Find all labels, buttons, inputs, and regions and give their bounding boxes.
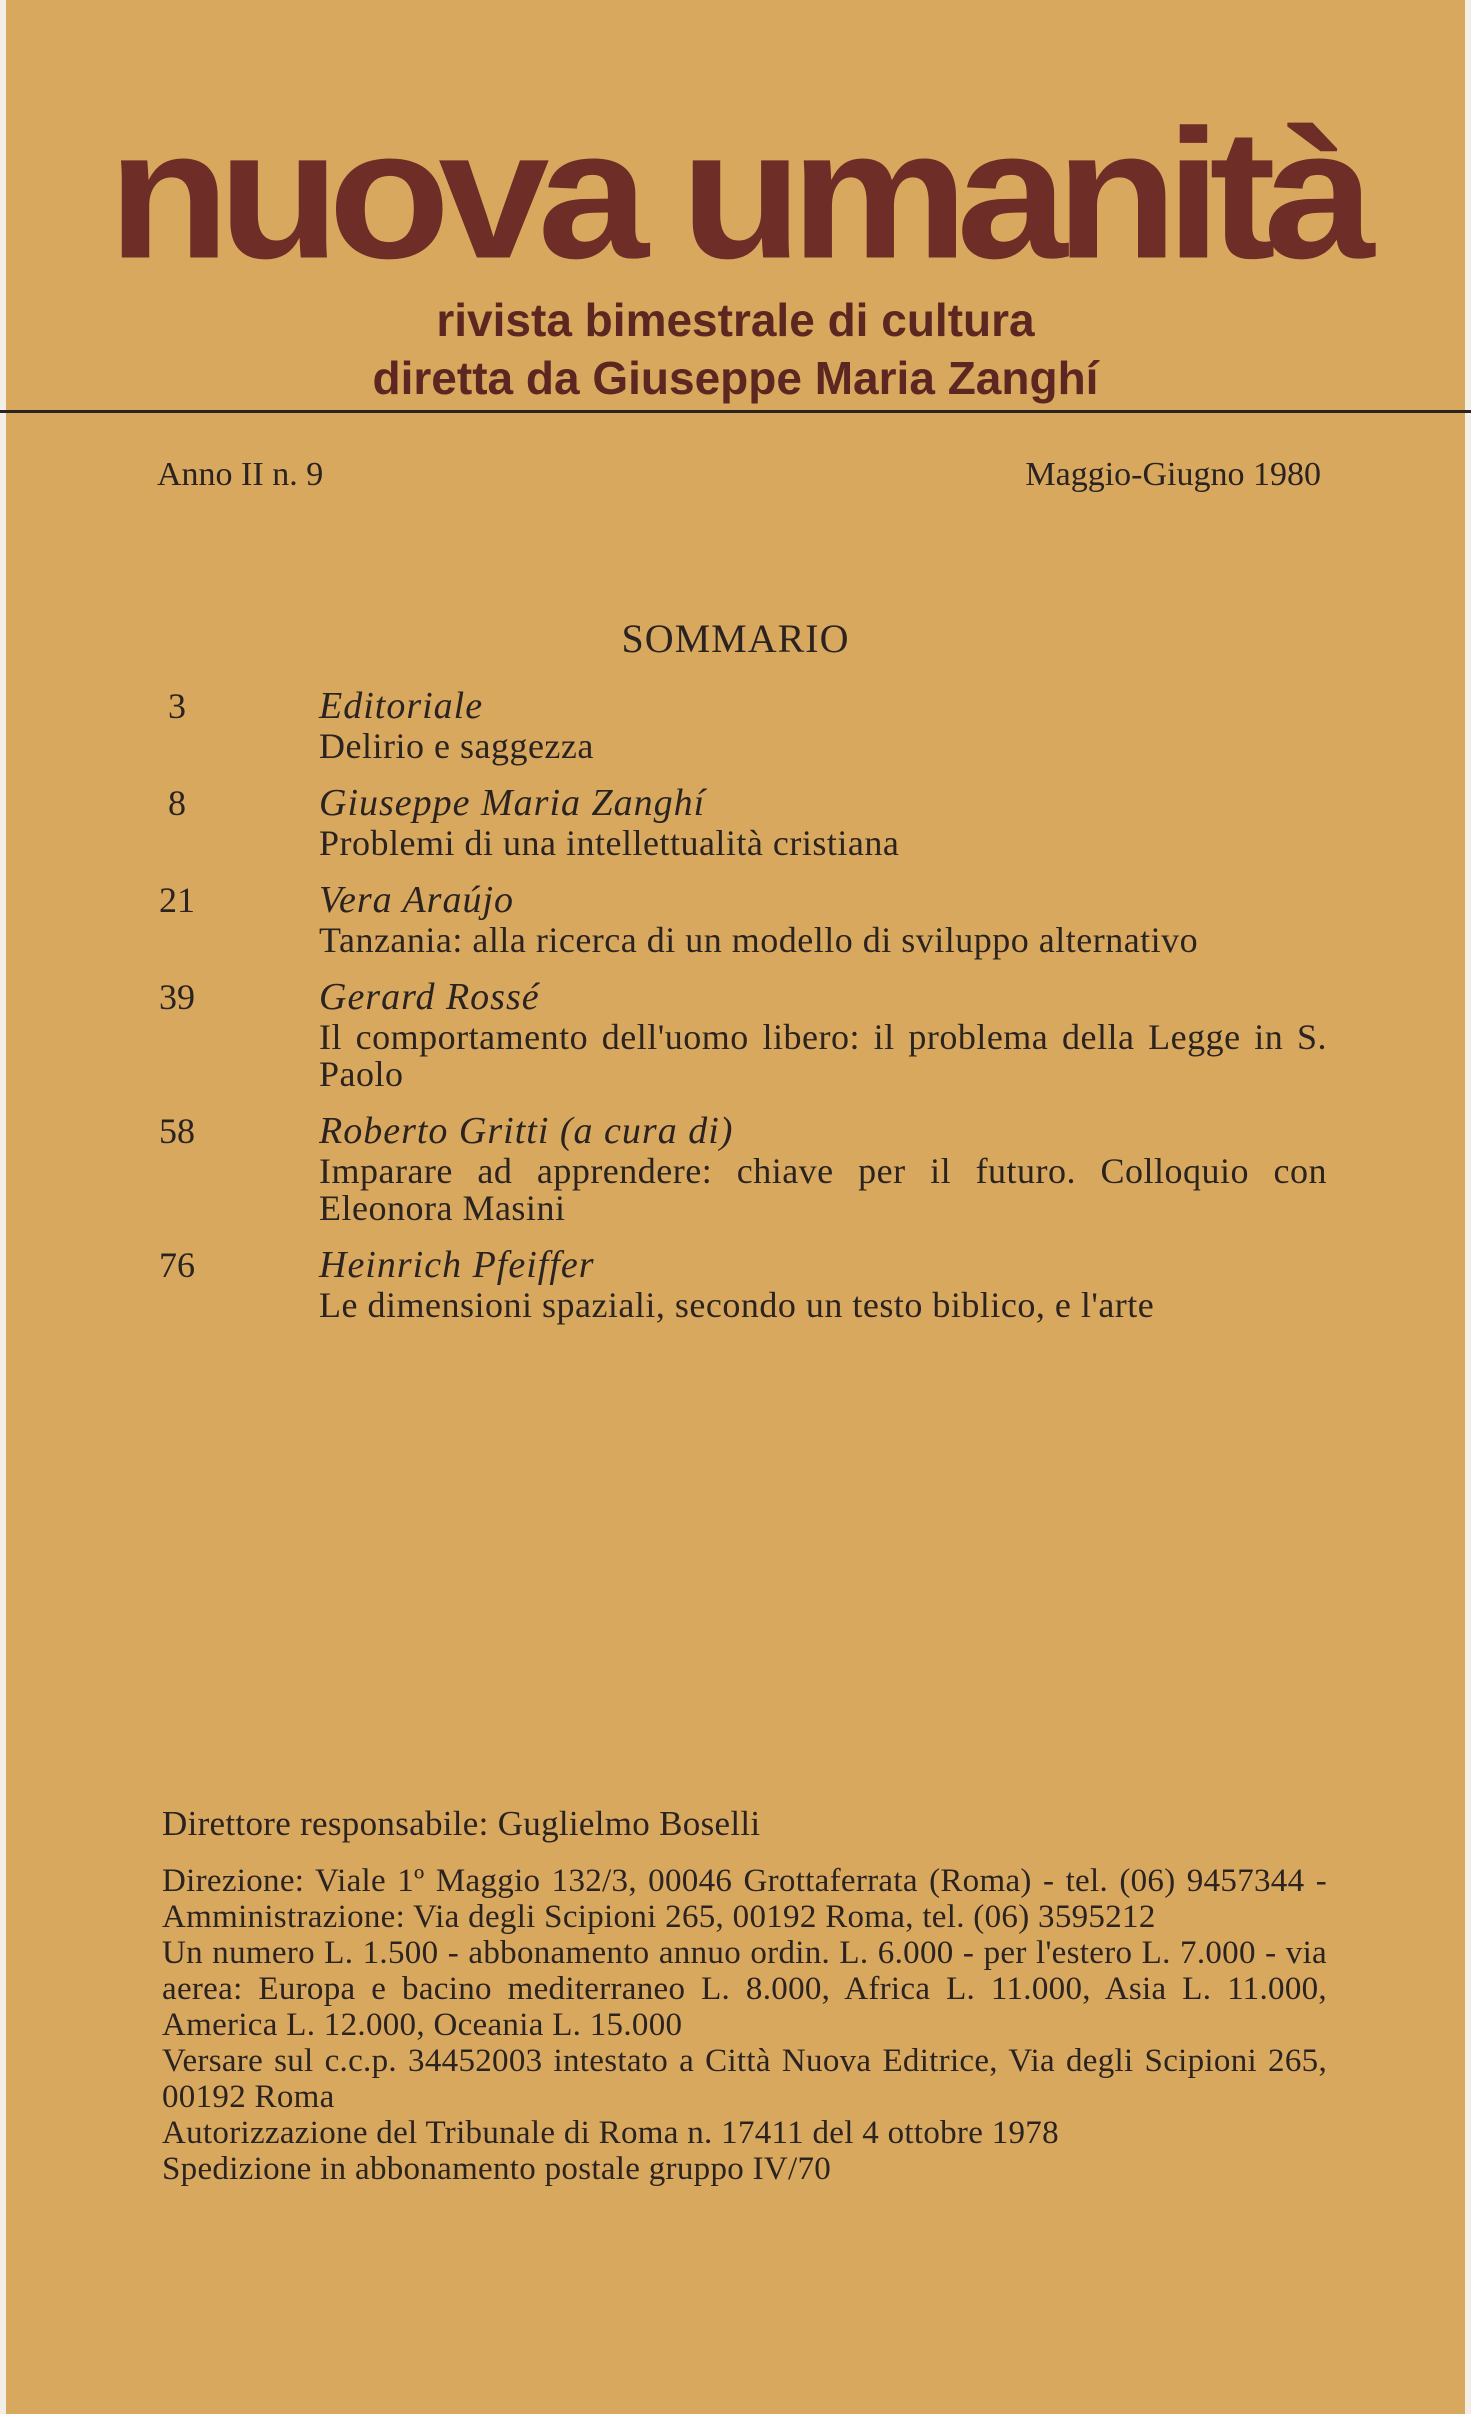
toc-author: Gerard Rossé: [319, 976, 540, 1018]
masthead-title: nuova umanità: [107, 91, 1364, 298]
toc-title: Imparare ad apprendere: chiave per il futuro. Colloquio con Eleonora Masini: [319, 1151, 1327, 1228]
contents-heading: SOMMARIO: [621, 616, 850, 661]
toc-entry: [157, 1243, 1327, 1324]
header-divider: [0, 410, 1471, 413]
masthead-editor-line: diretta da Giuseppe Maria Zanghí: [372, 352, 1099, 404]
toc-entry: [157, 781, 1327, 862]
toc-title: Tanzania: alla ricerca di un modello di sviluppo alternativo: [319, 920, 1199, 960]
toc-author: Vera Araújo: [319, 879, 515, 921]
toc-entry: [157, 1109, 1327, 1227]
toc-entry: [157, 878, 1327, 959]
toc-page-number: 3: [168, 686, 186, 726]
colophon: [162, 1863, 1327, 2187]
issue-number: Anno II n. 9: [157, 456, 324, 493]
issue-date: Maggio-Giugno 1980: [1025, 456, 1321, 493]
toc-author: Editoriale: [319, 685, 484, 727]
director-credit: Direttore responsabile: Guglielmo Boselli: [162, 1804, 761, 1843]
toc-entry: [157, 684, 1327, 765]
toc-page-number: 8: [168, 783, 186, 823]
toc-title: Problemi di una intellettualità cristiana: [319, 823, 900, 863]
toc-page-number: 39: [159, 977, 195, 1017]
masthead-subtitle: rivista bimestrale di cultura: [436, 294, 1035, 346]
toc-title: Delirio e saggezza: [319, 726, 594, 766]
toc-author: Heinrich Pfeiffer: [319, 1244, 595, 1286]
colophon-authorization: Autorizzazione del Tribunale di Roma n. 17411 del 4 ottobre 1978: [162, 2115, 1059, 2151]
toc-title: Le dimensioni spaziali, secondo un testo biblico, e l'arte: [319, 1285, 1155, 1325]
colophon-payment: Versare sul c.c.p. 34452003 intestato a Città Nuova Editrice, Via degli Scipioni 265, 00192 Roma: [162, 2043, 1327, 2115]
toc-page-number: 21: [159, 880, 195, 920]
colophon-pricing: Un numero L. 1.500 - abbonamento annuo ordin. L. 6.000 - per l'estero L. 7.000 - via aerea: Europa e bacino mediterraneo L. 8.000, Africa L. 11.000, Asia L. 11.000, America L. 12.000, Oceania L. 15.000: [162, 1935, 1327, 2043]
toc-author: Giuseppe Maria Zanghí: [319, 782, 706, 824]
toc-title: Il comportamento dell'uomo libero: il problema della Legge in S. Paolo: [319, 1017, 1327, 1094]
toc-page-number: 58: [159, 1111, 195, 1151]
colophon-postal: Spedizione in abbonamento postale gruppo IV/70: [162, 2151, 832, 2187]
toc-page-number: 76: [159, 1245, 195, 1285]
table-of-contents: [157, 684, 1327, 1340]
toc-entry: [157, 975, 1327, 1093]
colophon-address: Direzione: Viale 1º Maggio 132/3, 00046 Grottaferrata (Roma) - tel. (06) 9457344 - Amministrazione: Via degli Scipioni 265, 00192 Roma, tel. (06) 3595212: [162, 1863, 1327, 1935]
toc-author: Roberto Gritti (a cura di): [319, 1110, 734, 1152]
